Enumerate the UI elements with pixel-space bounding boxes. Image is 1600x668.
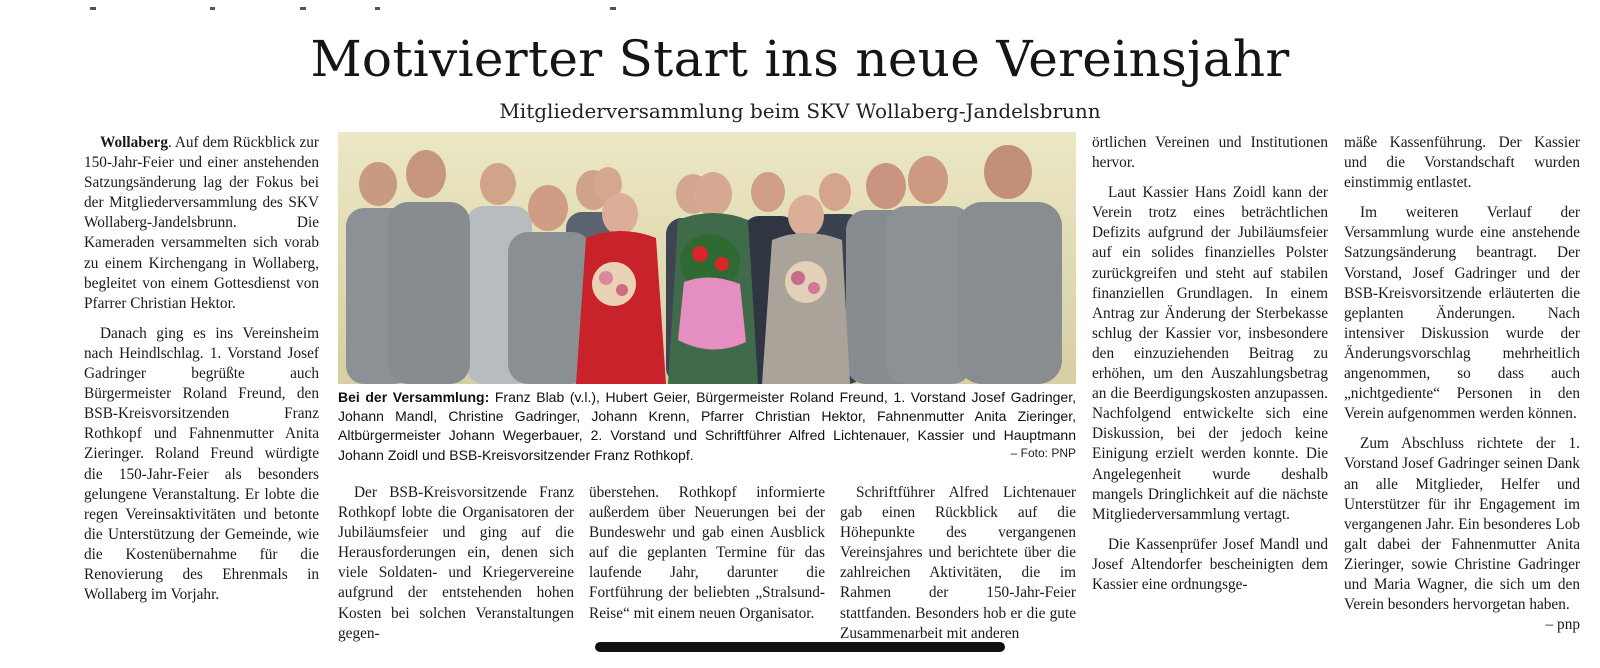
column6-paragraph-1: mäße Kassenführung. Der Kassier und die Vorstandschaft wurden einstimmig entlastet. — [1344, 134, 1580, 192]
caption-lead: Bei der Versammlung: — [338, 389, 490, 405]
column1-paragraph-1: . Auf dem Rückblick zur 150-Jahr-Feier und einer anstehenden Satzungsänderung lag der Fokus bei der Mitgliederversammlung des SKV Wollaberg-Jandelsbrunn. Die Kameraden versammelten sich vorab zu einem Kirchengang in Wollaberg, begleitet von einem Gottesdienst von Pfarrer Christian Hektor. — [84, 134, 319, 312]
headline: Motivierter Start ins neue Vereinsjahr — [310, 30, 1290, 88]
home-indicator[interactable] — [595, 642, 1005, 652]
column6-paragraph-3-text: Zum Abschluss richtete der 1. Vorstand Josef Gadringer seinen Dank an alle Mitglieder, Helfer und Unterstützer für ihr Engagement im vergangenen Jahr. Ein besonderes Lob galt dabei der Fahnenmutter Anita Zieringer, sowie Christine Gadringer und Maria Wagner, die sich um den Verein besonders hervorgetan haben. — [1344, 435, 1580, 614]
column6-paragraph-2: Im weiteren Verlauf der Versammlung wurde eine anstehende Satzungsänderung beantragt. Der Vorstand, Josef Gadringer und der BSB-Kreisvorsitzende erläuterten die geplanten Änderungen. Nach intensiver Diskussion wurde der Änderungsvorschlag mehrheitlich angenommen, so dass auch „nichtgediente“ Personen in den Verein aufgenommen werden können. — [1344, 204, 1580, 423]
column1-paragraph-2: Danach ging es ins Vereinsheim nach Heindlschlag. 1. Vorstand Josef Gadringer begrüßte auch Bürgermeister Roland Freund, den BSB-Kreisvorsitzenden Franz Rothkopf und Fahnenmutter Anita Zieringer. Roland Freund würdigte die 150-Jahr-Feier als besonders gelungene Veranstaltung. Er lobte die regen Vereinsaktivitäten und betonte die Unterstützung der Gemeinde, wie die Kostenübernahme für die Renovierung des Ehrenmals in Wollaberg im Vorjahr. — [84, 324, 319, 604]
article-column-3 — [589, 483, 825, 624]
caption-text: Franz Blab (v.l.), Hubert Geier, Bürgermeister Roland Freund, 1. Vorstand Josef Gadringer, Johann Mandl, Christine Gadringer, Johann Krenn, Pfarrer Christian Hektor, Fahnenmutter Anita Zieringer, Altbürgermeister Johann Wegerbauer, 2. Vorstand und Schriftführer Alfred Lichtenauer, Kassier und Hauptmann Johann Zoidl und BSB-Kreisvorsitzender Franz Rothkopf. — [338, 389, 1076, 463]
column5-paragraph-3: Die Kassenprüfer Josef Mandl und Josef Altendorfer bescheinigten dem Kassier eine ordnungsge- — [1092, 535, 1328, 593]
article-column-5 — [1092, 133, 1328, 595]
column3-paragraph-1: überstehen. Rothkopf informierte außerdem über Neuerungen bei der Bundeswehr und gab einen Ausblick auf die geplanten Termine für das laufende Jahr, darunter die Fortführung der beliebten „Stralsund-Reise“ mit einem neuen Organisator. — [589, 484, 825, 622]
article-column-6 — [1344, 133, 1580, 635]
subheadline: Mitgliederversammlung beim SKV Wollaberg-Jandelsbrunn — [499, 99, 1101, 123]
column6-paragraph-3 — [1344, 434, 1580, 634]
column5-paragraph-2: Laut Kassier Hans Zoidl kann der Verein trotz eines beträchtlichen Defizits aufgrund der Jubiläumsfeier auf ein solides finanzielles Polster zurückgreifen und steht auf stabilen finanziellen Grundlagen. In einem Antrag zur Änderung der Sterbekasse schlug der Kassier vor, insbesondere den einzuziehenden Beitrag zu erhöhen, um den Auszahlungsbetrag an die Beerdigungskosten anzupassen. Nachfolgend entwickelte sich eine Diskussion, bei der jedoch keine Einigung erzielt werden konnte. Die Angelegenheit wurde deshalb mangels Dringlichkeit auf die nächste Mitgliederversammlung vertagt. — [1092, 184, 1328, 523]
column4-paragraph-1: Schriftführer Alfred Lichtenauer gab einen Rückblick auf die Höhepunkte des vergangenen Vereinsjahres und berichtete über die zahlreichen Aktivitäten, die im Rahmen der 150-Jahr-Feier stattfanden. Besonders hob er die gute Zusammenarbeit mit anderen — [840, 484, 1076, 642]
photo-credit: – Foto: PNP — [1010, 446, 1076, 460]
article-column-1 — [84, 133, 319, 605]
signoff: – pnp — [1545, 616, 1580, 634]
article-column-4 — [840, 483, 1076, 644]
column2-paragraph-1: Der BSB-Kreisvorsitzende Franz Rothkopf lobte die Organisatoren der Jubiläumsfeier und ging auf die Herausforderungen ein, denen sich viele Soldaten- und Kriegervereine aufgrund der entstehenden hohen Kosten bei solchen Veranstaltungen gegen- — [338, 484, 574, 642]
clipped-previous-text — [90, 0, 690, 8]
column5-paragraph-1: örtlichen Vereinen und Institutionen hervor. — [1092, 134, 1328, 172]
article-column-2 — [338, 483, 574, 644]
photo-caption — [338, 388, 1076, 465]
dateline: Wollaberg — [100, 134, 168, 151]
group-photo — [338, 132, 1076, 384]
